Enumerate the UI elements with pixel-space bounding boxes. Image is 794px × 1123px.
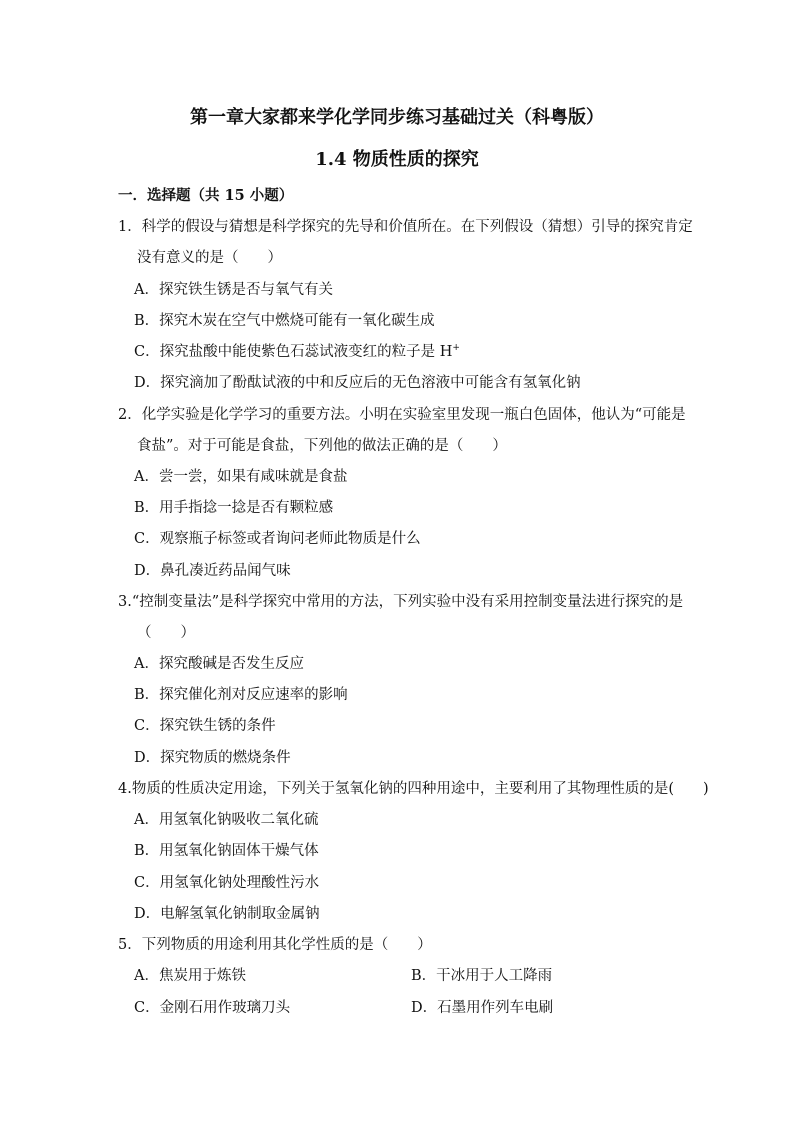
section-heading: 一．选择题（共 15 小题）: [118, 187, 294, 204]
question-3-stem-line-2: （ ）: [137, 625, 195, 641]
question-3-option-d: D．探究物质的燃烧条件: [134, 750, 291, 766]
document-title: 第一章大家都来学化学同步练习基础过关（科粤版）: [190, 107, 604, 128]
question-1-option-b: B．探究木炭在空气中燃烧可能有一氧化碳生成: [134, 313, 435, 329]
question-2-stem-line-1: 2．化学实验是化学学习的重要方法。小明在实验室里发现一瓶白色固体，他认为“可能是: [118, 407, 686, 423]
question-4-stem-line-1: 4.物质的性质决定用途，下列关于氢氧化钠的四种用途中，主要利用了其物理性质的是( ): [118, 781, 709, 797]
question-4-option-c: C．用氢氧化钠处理酸性污水: [134, 875, 320, 891]
question-5-option-c: C．金刚石用作玻璃刀头: [134, 1000, 291, 1016]
question-1-option-c: [134, 342, 460, 362]
question-4-option-a: A．用氢氧化钠吸收二氧化硫: [134, 812, 319, 828]
question-3-option-c: C．探究铁生锈的条件: [134, 718, 276, 734]
question-3-stem-line-1: 3.“控制变量法”是科学探究中常用的方法，下列实验中没有采用控制变量法进行探究的是: [118, 594, 684, 610]
document-subtitle: 1.4 物质性质的探究: [315, 149, 479, 170]
question-5-stem-line-1: 5．下列物质的用途利用其化学性质的是（ ）: [118, 937, 432, 953]
question-1-stem-line-1: 1．科学的假设与猜想是科学探究的先导和价值所在。在下列假设（猜想）引导的探究肯定: [118, 219, 693, 235]
question-1-option-a: A．探究铁生锈是否与氧气有关: [134, 282, 333, 298]
question-2-stem-line-2: 食盐”。对于可能是食盐，下列他的做法正确的是（ ）: [137, 438, 507, 454]
question-2-option-c: C．观察瓶子标签或者询问老师此物质是什么: [134, 531, 421, 547]
question-1-option-d: D．探究滴加了酚酞试液的中和反应后的无色溶液中可能含有氢氧化钠: [134, 375, 581, 391]
question-2-option-a: A．尝一尝，如果有咸味就是食盐: [134, 469, 348, 485]
question-5-option-d: D．石墨用作列车电刷: [411, 1000, 554, 1016]
question-1-option-c-superscript: +: [452, 343, 460, 354]
question-1-stem-line-2: 没有意义的是（ ）: [137, 250, 282, 266]
question-5-option-b: B．干冰用于人工降雨: [411, 968, 553, 984]
question-2-option-d: D．鼻孔凑近药品闻气味: [134, 563, 291, 579]
question-1-option-c-text: C．探究盐酸中能使紫色石蕊试液变红的粒子是 H: [134, 344, 453, 360]
question-2-option-b: B．用手指捻一捻是否有颗粒感: [134, 500, 334, 516]
question-3-option-a: A．探究酸碱是否发生反应: [134, 656, 304, 672]
question-4-option-d: D．电解氢氧化钠制取金属钠: [134, 906, 320, 922]
question-3-option-b: B．探究催化剂对反应速率的影响: [134, 687, 348, 703]
question-5-option-a: A．焦炭用于炼铁: [134, 968, 246, 984]
question-4-option-b: B．用氢氧化钠固体干燥气体: [134, 843, 319, 859]
